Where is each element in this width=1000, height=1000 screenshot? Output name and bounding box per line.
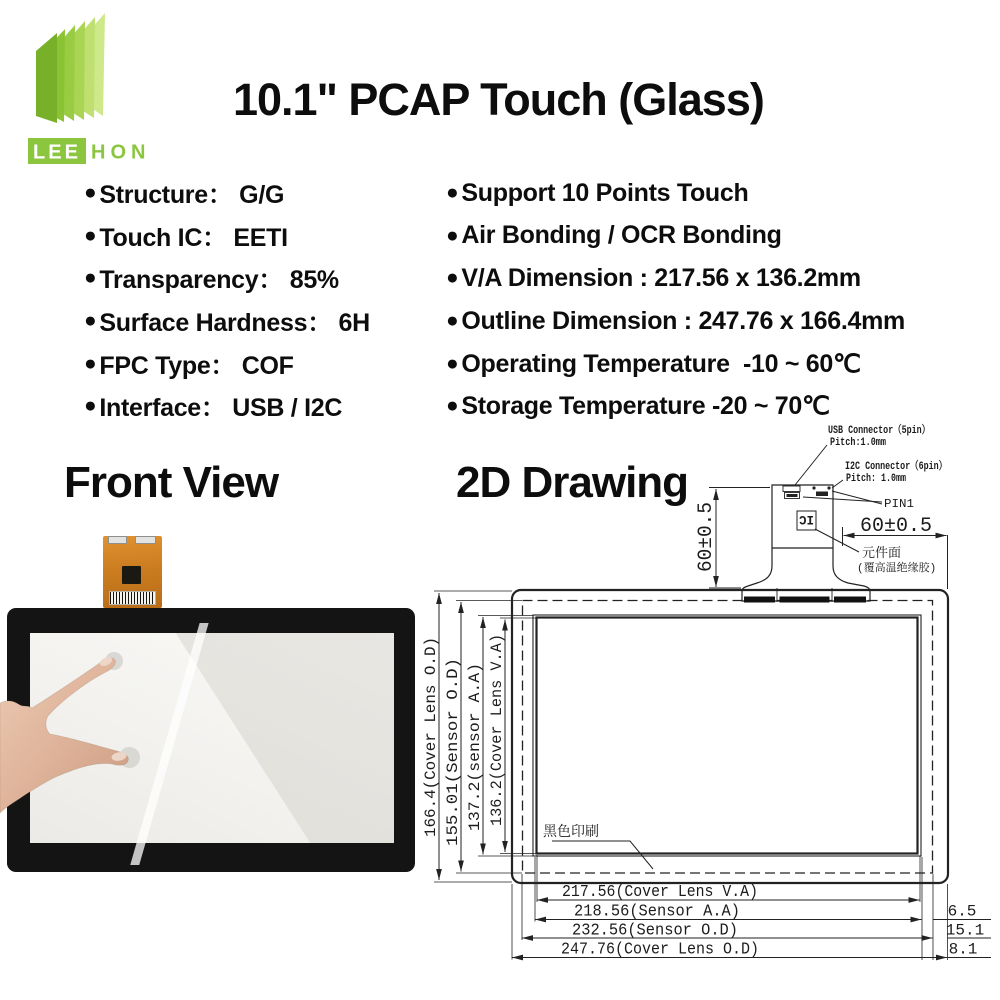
i2c-leader-line: [832, 480, 843, 488]
fpc-connector-icon: [135, 536, 156, 544]
spec-item: [84, 257, 370, 300]
spec-text: V/A Dimension : 217.56 x 136.2mm: [461, 263, 861, 292]
vertical-dim-label: 136.2(Cover Lens V.A): [488, 630, 506, 826]
hand-photo: [0, 645, 150, 820]
ic-label: IC: [798, 512, 815, 526]
vertical-dim-label: 166.4(Cover Lens O.D): [422, 641, 440, 837]
vertical-dim-label: 155.01(Sensor O.D): [444, 678, 462, 846]
bullet-icon: ●: [446, 181, 459, 205]
spec-list-right: [446, 172, 905, 428]
connector-pins-icon: [787, 494, 798, 497]
bullet-icon: ●: [84, 181, 97, 205]
logo-text-hon: HON: [91, 141, 150, 164]
fpc-tail-outline: [742, 485, 870, 601]
spec-item: [446, 257, 905, 300]
spec-text: Air Bonding / OCR Bonding: [461, 221, 782, 250]
cover-lens-va-rect: [537, 618, 918, 854]
bullet-icon: ●: [446, 266, 459, 290]
fpc-tail-drawing: [742, 485, 870, 603]
edge-dim-label: 15.1: [945, 921, 985, 940]
horizontal-dim-label: 232.56(Sensor O.D): [572, 920, 738, 940]
horizontal-dim-label: 217.56(Cover Lens V.A): [562, 882, 758, 901]
bullet-icon: ●: [84, 266, 97, 290]
fpc-cable-photo: [103, 536, 162, 608]
tail-foot: [834, 597, 866, 603]
fpc-width-dim-label: 60±0.5: [860, 515, 932, 538]
spec-item: [84, 215, 370, 258]
bullet-icon: ●: [446, 394, 459, 418]
bullet-icon: ●: [84, 309, 97, 333]
edge-dim-label: 6.5: [947, 902, 977, 921]
i2c-connector-icon: [816, 492, 828, 497]
bullet-icon: ●: [446, 309, 459, 333]
hand-silhouette: [0, 658, 128, 813]
spec-item: [84, 342, 370, 385]
technical-drawing-2d: [418, 410, 1000, 982]
spec-text: FPC Type： COF: [99, 351, 294, 380]
bullet-icon: ●: [446, 351, 459, 375]
tail-foot: [744, 597, 775, 603]
spec-text: Transparency： 85%: [99, 266, 339, 295]
i2c-pitch-label: Pitch: 1.0mm: [846, 473, 907, 485]
fpc-connector-icon: [108, 536, 127, 544]
spec-text: Outline Dimension : 247.76 x 166.4mm: [461, 306, 905, 335]
black-print-label: 黑色印刷: [543, 825, 599, 841]
bullet-icon: ●: [84, 394, 97, 418]
black-print-leader-line: [552, 841, 653, 869]
usb-pitch-label: Pitch:1.0mm: [830, 437, 887, 449]
pin-dot-icon: [812, 486, 815, 489]
sensor-aa-rect: [533, 615, 921, 856]
component-side-label: 元件面: [862, 546, 902, 561]
spec-text: Support 10 Points Touch: [461, 178, 749, 207]
spec-text: Touch IC： EETI: [99, 223, 288, 252]
pin1-leader-line: [832, 491, 882, 504]
edge-dim-label: 8.1: [948, 940, 978, 959]
bullet-icon: ●: [84, 351, 97, 375]
i2c-connector-label: I2C Connector（6pin）: [845, 461, 980, 473]
fpc-height-dim-label: 60±0.5: [695, 499, 718, 572]
front-view-heading: Front View: [64, 458, 279, 507]
horizontal-dim-label: 218.56(Sensor A.A): [574, 901, 740, 921]
usb-connector-icon: [783, 486, 800, 492]
logo-leaves-icon: [36, 13, 105, 123]
usb-connector-label: USB Connector（5pin）: [828, 425, 963, 437]
usb-leader-line: [795, 445, 827, 485]
spec-item: [446, 172, 905, 215]
leehon-logo: [20, 4, 150, 170]
bullet-icon: ●: [84, 223, 97, 247]
vertical-dim-label: 137.2(sensor A.A): [466, 672, 484, 831]
bullet-icon: ●: [446, 223, 459, 247]
tail-foot: [780, 597, 830, 603]
spec-item: [446, 300, 905, 343]
drawing-2d-heading: 2D Drawing: [456, 458, 689, 507]
pin1-label: PIN1: [884, 497, 914, 511]
spec-text: Surface Hardness： 6H: [99, 309, 370, 338]
spec-item: [84, 172, 370, 215]
spec-text: Structure： G/G: [99, 181, 285, 210]
spec-text: Operating Temperature -10 ~ 60℃: [461, 349, 861, 378]
horizontal-dim-label: 247.76(Cover Lens O.D): [561, 939, 759, 959]
barcode-label: [109, 591, 156, 605]
spec-item: [84, 385, 370, 428]
spec-item: [84, 300, 370, 343]
spec-text: Storage Temperature -20 ~ 70℃: [461, 392, 830, 421]
spec-text: Interface： USB / I2C: [99, 394, 343, 423]
component-side-note: (覆高温绝缘胶): [857, 563, 937, 575]
spec-item: [446, 215, 905, 258]
logo-text-lee: LEE: [33, 141, 81, 164]
touch-ic-chip-icon: [122, 566, 141, 584]
spec-item: [446, 342, 905, 385]
spec-list-left: [84, 172, 370, 428]
page-title: 10.1" PCAP Touch (Glass): [233, 74, 764, 125]
pin-dot-icon: [827, 486, 830, 489]
